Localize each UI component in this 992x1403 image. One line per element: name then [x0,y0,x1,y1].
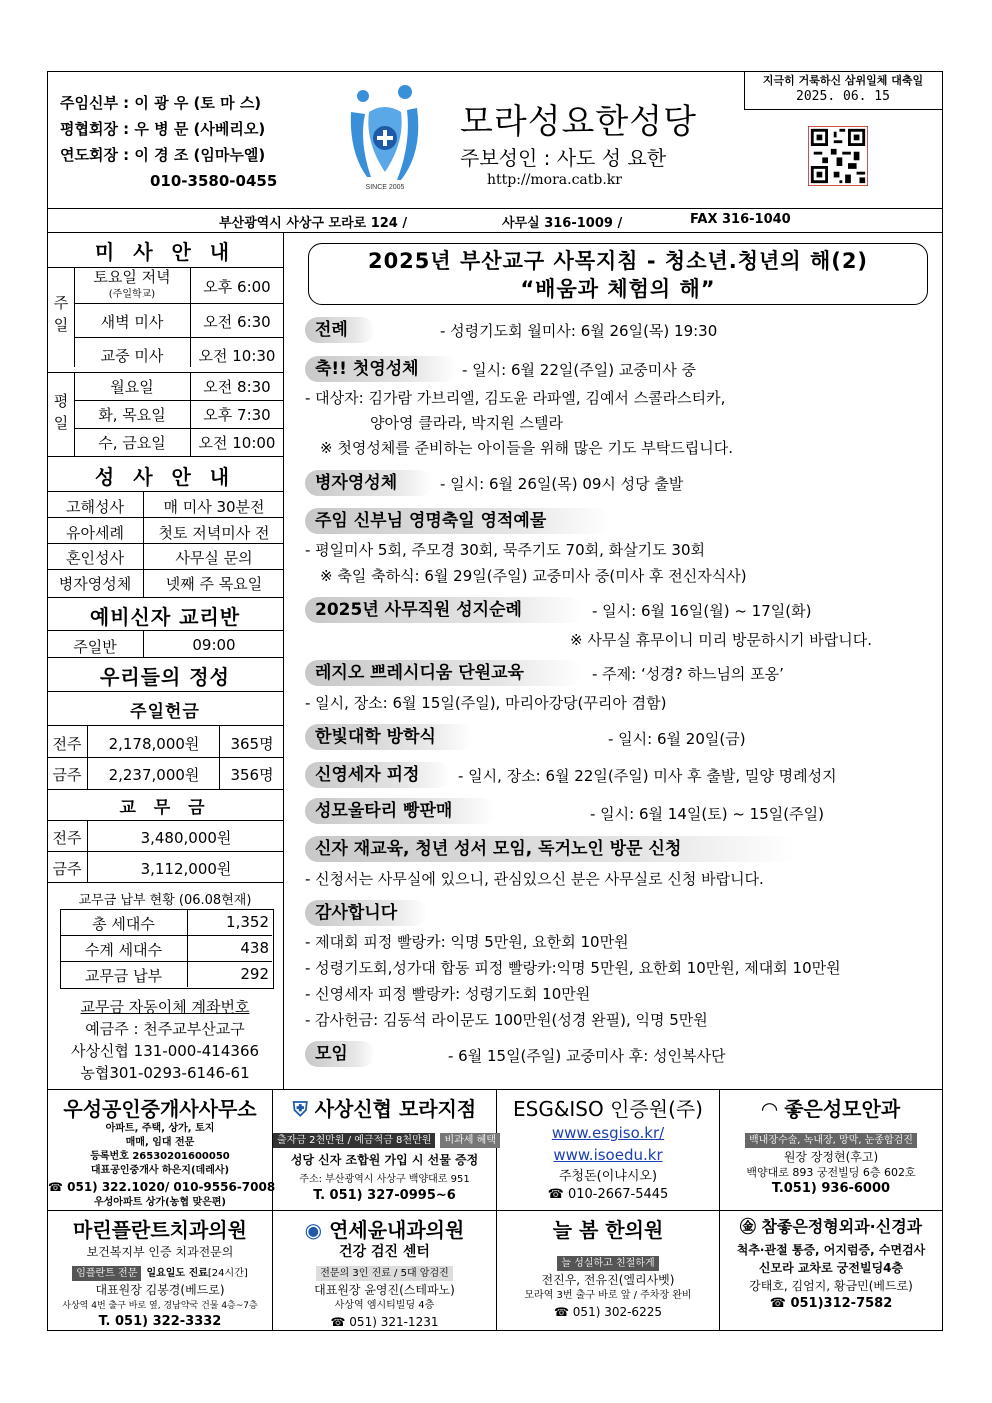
weekday-label: 평일 [53,392,69,432]
sick-communion-value: 넷째 주 목요일 [165,575,263,593]
ad-eye-clinic: ◠ 좋은성모안과 백내장수술, 녹내장, 망막, 눈종합검진 원장 장정현(후고) 백양대로 893 궁전빌딩 6층 602호 T.051) 936-6000 [720,1093,942,1198]
offering-title: 우리들의 정성 [100,665,230,689]
baptized-households-value: 438 [240,939,269,957]
mon-mass-time: 오전 8:30 [203,378,271,396]
ad-neulbom-name: 늘 봄 한의원 [552,1218,664,1242]
title-line1: 2025년 부산교구 사목지침 - 청소년.청년의 해(2) [367,249,869,273]
first-communion-line1: - 대상자: 김가람 가브리엘, 김도윤 라파엘, 김예서 스콜라스티카, [305,389,726,407]
logo-text: SINCE 2005 [365,184,405,191]
parish-url[interactable]: http://mora.catb.kr [487,172,622,188]
baptized-households-label: 수계 세대수 [84,941,163,959]
neophyte-text: - 일시, 장소: 6월 22일(주일) 미사 후 출발, 밀양 명례성지 [458,767,837,785]
main-mass-name: 교중 미사 [100,347,164,365]
first-communion-note: ※ 첫영성체를 준비하는 아이들을 위해 많은 기도 부탁드립니다. [320,439,733,457]
pilgrimage-date: - 일시: 6월 16일(월) ~ 17일(화) [592,602,812,620]
sick-communion-text: - 일시: 6월 26일(목) 09시 성당 출발 [440,475,684,493]
address: 부산광역시 사상구 모라로 124 / [219,216,408,231]
baptism-value: 첫토 저녁미사 전 [158,524,270,542]
feast-box [744,73,942,109]
thanks-line: - 신영세자 피정 빨랑카: 성령기도회 10만원 [305,985,591,1003]
tue-thu-mass-name: 화, 목요일 [98,406,166,424]
thanks-line: - 제대회 피정 빨랑카: 익명 5만원, 요한회 10만원 [305,933,629,951]
sat-mass-name: 토요일 저녁 (주일학교) [93,268,171,300]
ad-esg-name: ESG&ISO 인증원(주) [512,1097,703,1121]
ad-credit-union: ⛨ 사상신협 모라지점 출자금 2천만원 / 예금적금 8천만원 비과세 혜택 성당 신자 조합원 가입 시 선물 증정 주소: 부산광역시 사상구 백양대로 951 T. 051) 327-0995~6 [273,1093,496,1205]
pastor: 주임신부 : 이 광 우 (토 마 스) [60,94,262,112]
tue-thu-mass-time: 오후 7:30 [203,406,271,424]
reeducation-text: - 신청서는 사무실에 있으니, 관심있으신 분은 사무실로 신청 바랍니다. [305,870,764,888]
thanks-line: - 감사헌금: 김동석 라이문도 100만원(성경 완필), 익명 5만원 [305,1011,708,1029]
first-communion-line2: 양아영 클라라, 박지원 스텔라 [370,414,563,432]
pilgrimage-heading: 2025년 사무직원 성지순례 [305,597,583,623]
ad-oriental-clinic: 늘 봄 한의원 늘 성실하고 친절하게 전진우, 전유진(엘리사벳) 모라역 3번 출구 바로 앞 / 주차장 완비 ☎ 051) 302-6225 [497,1214,719,1321]
feast-name: 지극히 거룩하신 삼위일체 대축일 [762,74,924,87]
due-paid-value: 292 [240,965,269,983]
first-communion-date: - 일시: 6월 22일(주일) 교중미사 중 [462,361,697,379]
address-bar [47,208,943,232]
thanks-heading: 감사합니다 [305,900,427,926]
bulletin-date: 2025. 06. 15 [796,89,890,104]
parish-name: 모라성요한성당 [460,102,697,142]
pilgrimage-note: ※ 사무실 휴무이니 미리 방문하시기 바랍니다. [570,631,872,649]
account-nonghyup: 농협301-0293-6146-61 [80,1064,250,1082]
header-staff [60,90,277,194]
ad-realestate: 우성공인중개사사무소 아파트, 주택, 상가, 토지 매매, 임대 전문 등록번호 26530201600050 대표공인중개사 하은지(데레사) ☎ 051) 322.1020/ 010-9556-7008 우성아파트 상가(농협 맞은편) [48,1093,272,1210]
bakery-heading: 성모울타리 빵판매 [305,798,495,824]
total-households-value: 1,352 [226,913,269,931]
due-status-title: 교무금 납부 현황 (06.08현재) [78,893,252,908]
pastor-feast-heading: 주임 신부님 영명축일 영적예물 [305,508,610,534]
ad-dental: 마린플란트치과의원 보건복지부 인증 치과전문의 임플란트 전문 일요일도 진료[24시간] 대표원장 김봉경(베드로) 사상역 4번 출구 바로 옆, 경남약국 건물 4층~7층 T. 051) 322-3332 [48,1214,272,1331]
baptism-label: 유아세례 [66,524,124,542]
legio-heading: 레지오 쁘레시디움 단원교육 [305,660,583,686]
catechumen-time: 09:00 [192,636,236,654]
due-paid-label: 교무금 납부 [84,967,163,985]
church-logo-icon [345,82,425,192]
mon-mass-name: 월요일 [110,378,154,396]
first-communion-heading: 축!! 첫영성체 [305,356,457,382]
auto-transfer-title: 교무금 자동이체 계좌번호 [80,998,250,1016]
parish-due-title: 교 무 금 [119,798,211,818]
due-this-amount: 3,112,000원 [140,860,232,878]
total-households-label: 총 세대수 [92,915,155,933]
account-holder: 예금주 : 천주교부산교구 [85,1020,245,1038]
due-prev-label: 전주 [52,829,82,847]
wed-fri-mass-time: 오전 10:00 [198,434,276,452]
ad-dental-name: 마린플란트치과의원 [73,1218,247,1242]
liturgy-heading: 전례 [305,317,375,343]
sunday-offering-title: 주일헌금 [130,702,200,722]
prev-week-count: 365명 [230,735,274,753]
orthopedic-icon: ㊎ [739,1217,756,1236]
hanbit-heading: 한빛대학 방학식 [305,724,473,750]
ad-orthopedic: ㊎ 참좋은정형외과·신경과 척추·관절 통증, 어지럼증, 수면검사 신모라 교차로 궁전빌딩4층 강태호, 김엄지, 황금민(베드로) ☎ 051)312-7582 [720,1214,942,1313]
this-week-label: 금주 [52,766,82,784]
mass-title: 미 사 안 내 [94,240,236,264]
sick-communion-heading: 병자영성체 [305,470,433,496]
ad-realestate-name: 우성공인중개사사무소 [63,1097,257,1121]
main-mass-time: 오전 10:30 [198,347,276,365]
liturgy-text: - 성령기도회 월미사: 6월 26일(목) 19:30 [440,322,718,340]
sick-communion-label: 병자영성체 [58,575,132,593]
pastoral-guideline-title [308,243,928,305]
wed-fri-mass-name: 수, 금요일 [98,434,166,452]
ad-eye-name: ◠ 좋은성모안과 [761,1097,901,1121]
ad-yonsei-name: ◉ 연세윤내과의원 [304,1218,465,1242]
yonsei-icon: ◉ [304,1218,323,1242]
prev-week-label: 전주 [52,735,82,753]
this-week-count: 356명 [230,766,274,784]
bakery-text: - 일시: 6월 14일(토) ~ 15일(주일) [590,805,824,823]
due-this-label: 금주 [52,860,82,878]
sunday-label: 주일 [53,294,69,334]
due-prev-amount: 3,480,000원 [140,829,232,847]
esgiso-link[interactable]: www.esgiso.kr/ [551,1124,665,1142]
legion-president: 연도회장 : 이 경 조 (임마누엘) [60,146,266,164]
eye-clinic-icon: ◠ [761,1097,778,1121]
confession-label: 고해성사 [66,498,124,516]
pastor-feast-line1: - 평일미사 5회, 주모경 30회, 묵주기도 70회, 화살기도 30회 [305,541,705,559]
pastor-feast-line2: ※ 축일 축하식: 6월 29일(주일) 교중미사 중(미사 후 전신자식사) [320,567,747,585]
neophyte-heading: 신영세자 피정 [305,762,451,788]
dawn-mass-time: 오전 6:30 [203,313,271,331]
meeting-heading: 모임 [305,1041,375,1067]
account-sasang: 사상신협 131-000-414366 [70,1042,260,1060]
credit-union-icon: ⛨ [292,1097,308,1121]
marriage-value: 사무실 문의 [175,549,253,567]
isoedu-link[interactable]: www.isoedu.kr [553,1146,663,1164]
catechumen-class: 주일반 [73,638,117,656]
council-president: 평협회장 : 우 병 문 (사베리오) [60,120,266,138]
hanbit-text: - 일시: 6월 20일(금) [608,730,746,748]
thanks-line: - 성령기도회,성가대 합동 피정 빨랑카:익명 5만원, 요한회 10만원, 제대회 10만원 [305,959,841,977]
confession-value: 매 미사 30분전 [163,498,265,516]
title-line2: “배움과 체험의 해” [520,277,716,301]
patron-saint: 주보성인 : 사도 성 요한 [460,146,667,170]
ad-internal-medicine: ◉ 연세윤내과의원 건강 검진 센터 전문의 3인 진료 / 5대 암검진 대표원장 윤영진(스테파노) 사상역 엠시티빌딩 4층 ☎ 051) 321-1231 [273,1214,496,1331]
catechumen-title: 예비신자 교리반 [89,605,241,629]
sacrament-title: 성 사 안 내 [94,465,236,489]
fax: FAX 316-1040 [690,212,791,227]
legio-topic: - 주제: ‘성경? 하느님의 포옹’ [592,665,784,683]
sat-mass-time: 오후 6:00 [203,278,271,296]
ad-credit-union-name: ⛨ 사상신협 모라지점 [292,1097,477,1121]
qr-code-icon[interactable] [808,126,868,186]
legio-schedule: - 일시, 장소: 6월 15일(주일), 마리아강당(꾸리아 겸함) [305,694,667,712]
marriage-label: 혼인성사 [66,549,124,567]
this-week-amount: 2,237,000원 [108,766,200,784]
reeducation-heading: 신자 재교육, 청년 성서 모임, 독거노인 방문 신청 [305,836,795,862]
phone: 010-3580-0455 [150,172,278,190]
prev-week-amount: 2,178,000원 [108,735,200,753]
meeting-text: - 6월 15일(주일) 교중미사 후: 성인복사단 [448,1047,726,1065]
ad-esg-iso: ESG&ISO 인증원(주) www.esgiso.kr/ www.isoedu.kr 주청돈(이냐시오) ☎ 010-2667-5445 [497,1093,719,1204]
office-phone: 사무실 316-1009 / [502,216,623,231]
ad-orthopedic-name: ㊎ 참좋은정형외과·신경과 [739,1217,923,1236]
dawn-mass-name: 새벽 미사 [100,313,164,331]
